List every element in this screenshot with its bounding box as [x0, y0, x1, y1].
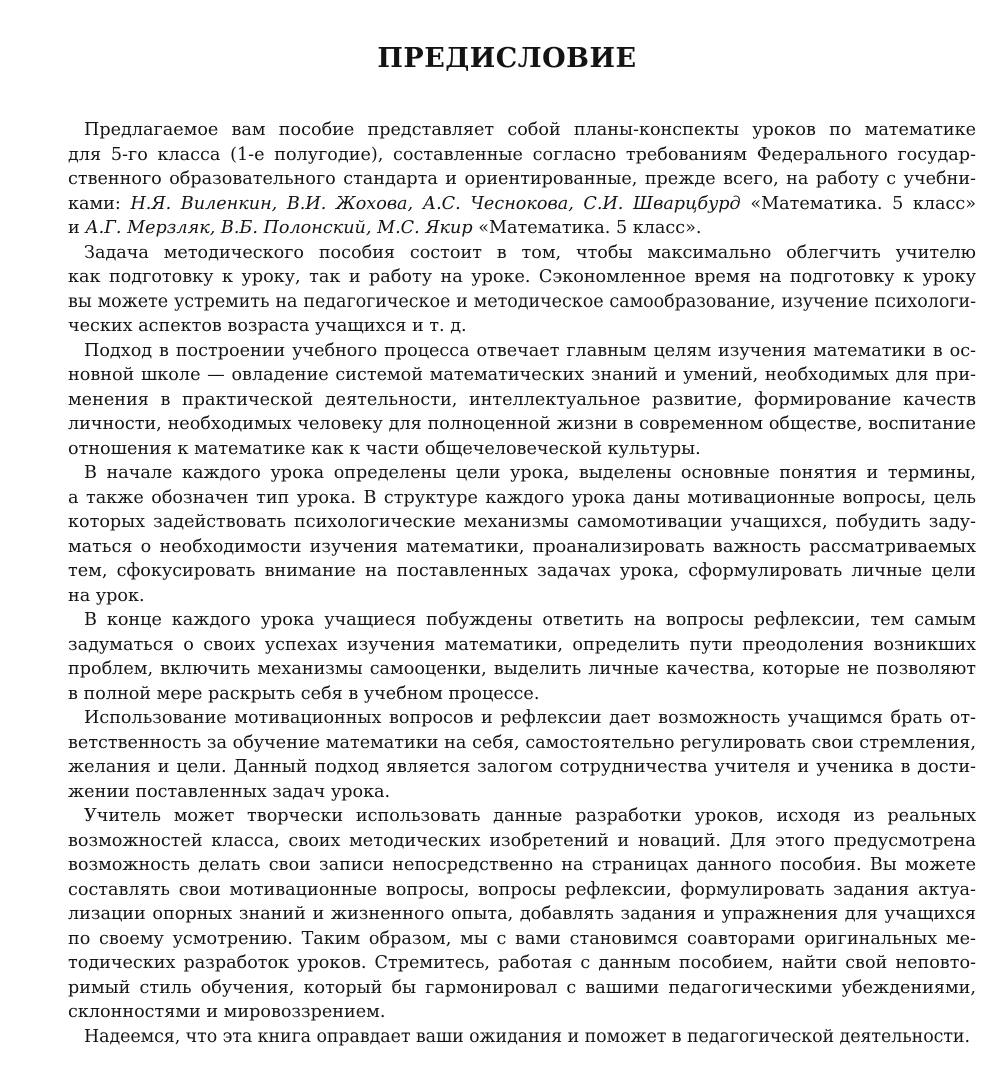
text-line: личности, необходимых человеку для полноценной жизни в современном обществе, воспитание [68, 414, 976, 434]
text-line: В конце каждого урока учащиеся побуждены ответить на вопросы рефлексии, тем самым [84, 610, 976, 630]
text-line: желания и цели. Данный подход является залогом сотрудничества учителя и ученика в дости- [68, 757, 976, 777]
paragraph [68, 241, 976, 339]
text-line: проблем, включить механизмы самооценки, выделить личные качества, которые не позволяют [68, 659, 976, 679]
text-line [68, 192, 976, 217]
paragraph [68, 339, 976, 462]
page-title: ПРЕДИСЛОВИЕ [377, 43, 637, 74]
text-line: склонностями и мировоззрением. [68, 1002, 386, 1022]
paragraph [68, 461, 976, 608]
text-line: составлять свои мотивационные вопросы, вопросы рефлексии, формулировать задания актуа- [68, 879, 976, 900]
paragraph [68, 118, 976, 241]
text-line: которых задействовать психологические механизмы самомотивации учащихся, побудить заду- [68, 512, 976, 532]
line-text: «Математика. 5 класс». [472, 218, 702, 238]
text-line: римый стиль обучения, который бы гармонировал с вашими педагогическими убеждениями, [68, 977, 976, 998]
text-line: Надеемся, что эта книга оправдает ваши ожидания и поможет в педагогической деятельности. [84, 1026, 970, 1047]
text-line: по своему усмотрению. Таким образом, мы с вами становимся соавторами оригинальных ме- [68, 928, 976, 949]
text-line: новной школе — овладение системой математических знаний и умений, необходимых для при- [68, 365, 976, 385]
text-line: вы можете устремить на педагогическое и методическое самообразование, изучение психологи- [68, 291, 976, 312]
line-text: ками: [68, 193, 131, 214]
text-line: жении поставленных задач урока. [68, 781, 391, 802]
text-line: Подход в построении учебного процесса отвечает главным целям изучения математики в ос- [84, 340, 976, 361]
text-line: ческих аспектов возраста учащихся и т. д. [68, 316, 467, 336]
text-line: на урок. [68, 585, 145, 606]
text-line [68, 216, 976, 241]
text-line: Задача методического пособия состоит в том, чтобы максимально облегчить учителю [84, 242, 976, 263]
text-line: в полной мере раскрыть себя в учебном процессе. [68, 683, 540, 704]
paragraph [68, 608, 976, 706]
line-text: «Математика. 5 класс» [740, 193, 976, 214]
paragraph [68, 1025, 976, 1050]
text-line: Использование мотивационных вопросов и рефлексии дает возможность учащимся брать от- [84, 708, 976, 728]
text-line: Учитель может творчески использовать данные разработки уроков, исходя из реальных [84, 806, 976, 826]
text-line: тодических разработок уроков. Стремитесь, работая с данным пособием, найти свой неповто- [68, 953, 976, 973]
text-line: ветственность за обучение математики на себя, самостоятельно регулировать свои стремления, [68, 732, 976, 753]
text-line: ственного образовательного стандарта и ориентированные, прежде всего, на работу с учебни- [68, 169, 976, 189]
text-line: В начале каждого урока определены цели урока, выделены основные понятия и термины, [84, 463, 976, 483]
authors-italic: А.Г. Мерзляк, В.Б. Полонский, М.С. Якир [85, 218, 473, 238]
document-body [68, 118, 976, 1049]
text-line: а также обозначен тип урока. В структуре каждого урока даны мотивационные вопросы, цель [68, 487, 976, 508]
text-line: как подготовку к уроку, так и работу на уроке. Сэкономленное время на подготовку к уроку [68, 267, 976, 287]
text-line: отношения к математике как к части общечеловеческой культуры. [68, 438, 701, 459]
text-line: Предлагаемое вам пособие представляет собой планы-конспекты уроков по математике [84, 120, 976, 140]
text-line: задуматься о своих успехах изучения математики, определить пути преодоления возникших [68, 634, 976, 655]
text-line: для 5-го класса (1-е полугодие), составленные согласно требованиям Федерального государ- [68, 144, 976, 165]
text-line: возможность делать свои записи непосредственно на страницах данного пособия. Вы можете [68, 855, 976, 875]
paragraph [68, 804, 976, 1025]
text-line: маться о необходимости изучения математики, проанализировать важность рассматриваемых [68, 536, 976, 557]
text-line: менения в практической деятельности, интеллектуальное развитие, формирование качеств [68, 389, 976, 410]
text-line: лизации опорных знаний и жизненного опыта, добавлять задания и упражнения для учащихся [68, 904, 976, 924]
paragraph [68, 706, 976, 804]
authors-italic: Н.Я. Виленкин, В.И. Жохова, А.С. Чеснокова, С.И. Шварцбурд [130, 193, 741, 214]
text-line: тем, сфокусировать внимание на поставленных задачах урока, сформулировать личные цели [68, 561, 976, 581]
text-line: возможностей класса, своих методических изобретений и новаций. Для этого предусмотрена [68, 830, 976, 851]
line-text: и [68, 218, 86, 238]
